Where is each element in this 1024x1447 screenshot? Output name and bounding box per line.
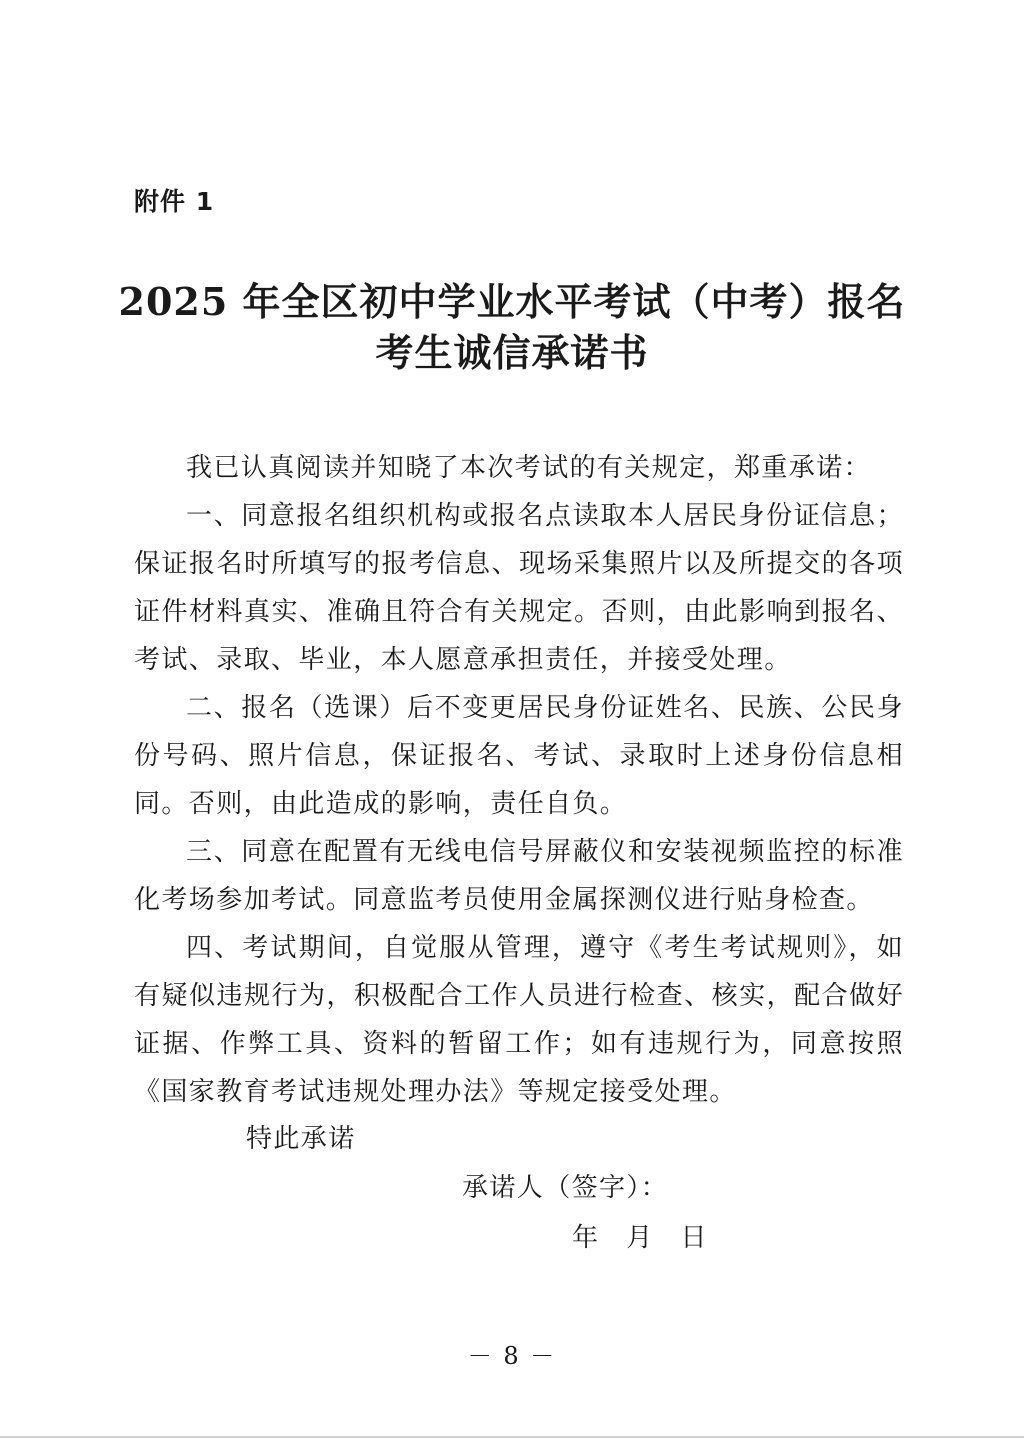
clause-4: 四、考试期间，自觉服从管理，遵守《考生考试规则》，如有疑似违规行为，积极配合工作人员进行检查、核实，配合做好证据、作弊工具、资料的暂留工作；如有违规行为，同意按照《国家教育考试违规处理办法》等规定接受处理。 xyxy=(134,933,904,1107)
title-line-1: 2025 年全区初中学业水平考试（中考）报名 xyxy=(118,279,906,324)
commitment-body xyxy=(134,444,904,1116)
attachment-label: 附件 1 xyxy=(134,187,215,216)
date-line: 年 月 日 xyxy=(572,1223,708,1253)
clause-2: 二、报名（选课）后不变更居民身份证姓名、民族、公民身份号码、照片信息，保证报名、考试、录取时上述身份信息相同。否则，由此造成的影响，责任自负。 xyxy=(134,693,904,819)
page-number: － 8 － xyxy=(467,1342,557,1370)
clause-1: 一、同意报名组织机构或报名点读取本人居民身份证信息；保证报名时所填写的报考信息、现场采集照片以及所提交的各项证件材料真实、准确且符合有关规定。否则，由此影响到报名、考试、录取、毕业，本人愿意承担责任，并接受处理。 xyxy=(134,501,904,675)
closing-text: 特此承诺 xyxy=(246,1124,356,1154)
intro-paragraph: 我已认真阅读并知晓了本次考试的有关规定，郑重承诺： xyxy=(186,453,872,483)
title-line-2: 考生诚信承诺书 xyxy=(375,330,649,375)
clause-3: 三、同意在配置有无线电信号屏蔽仪和安装视频监控的标准化考场参加考试。同意监考员使用金属探测仪进行贴身检查。 xyxy=(134,837,904,915)
signature-label: 承诺人（签字）： xyxy=(462,1173,669,1203)
scan-edge-line xyxy=(0,1436,1024,1438)
